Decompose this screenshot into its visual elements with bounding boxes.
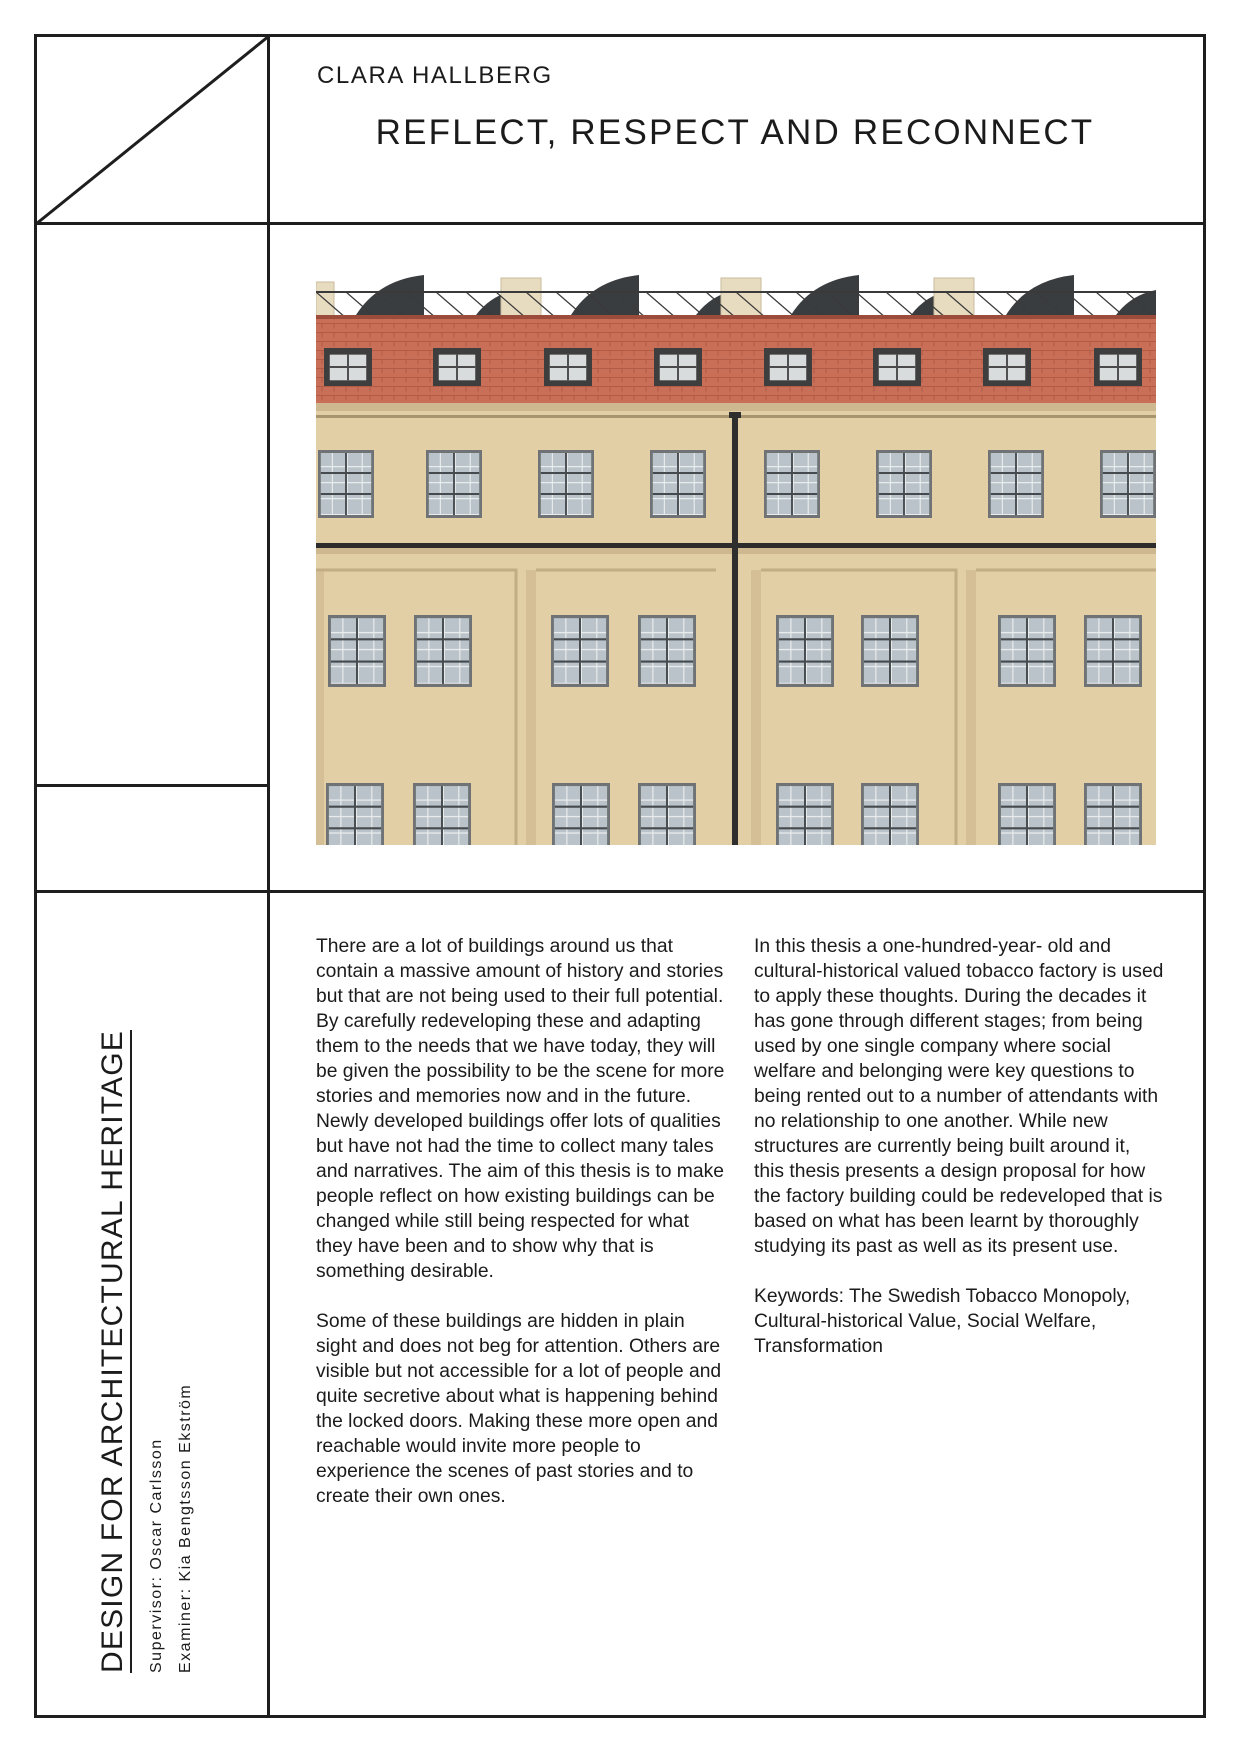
abstract-paragraph: Some of these buildings are hidden in plain sight and does not beg for attention. Others are visible but not accessible for a lot of people and quite secretive about what is happening behind the locked doors. Making these more open and reachable would invite more people to experience the scenes of past stories and to create their own ones. <box>316 1311 722 1507</box>
course-wrapper <box>96 1030 130 1673</box>
sidebar-divider <box>34 784 269 787</box>
supervisor-name: Supervisor: Oscar Carlsson <box>148 1438 165 1673</box>
keywords: Keywords: The Swedish Tobacco Monopoly, Cultural-historical Value, Social Welfare, Transformation <box>754 1286 1131 1357</box>
column-divider <box>267 34 270 1718</box>
supervisor-wrapper <box>148 1438 166 1673</box>
thesis-title: REFLECT, RESPECT AND RECONNECT <box>375 113 1095 152</box>
abstract-right-column <box>754 934 1164 1384</box>
course-title: DESIGN FOR ARCHITECTURAL HERITAGE <box>96 1030 132 1673</box>
factory-facade-photo <box>316 270 1156 845</box>
abstract-paragraph: There are a lot of buildings around us that contain a massive amount of history and stories but that are not being used to their full potential. By carefully redeveloping these and adapting them to the needs that we have today, they will be given the possibility to be the scene for more stories and memories now and in the future. Newly developed buildings offer lots of qualities but have not had the time to collect many tales and narratives. The aim of this thesis is to make people reflect on how existing buildings can be changed while still being respected for what they have been and to show why that is something desirable. <box>316 936 725 1282</box>
abstract-left-column <box>316 934 726 1534</box>
corner-diagonal <box>36 36 270 224</box>
image-section-divider <box>34 890 1206 893</box>
author-name: CLARA HALLBERG <box>317 62 553 89</box>
examiner-wrapper <box>177 1384 195 1673</box>
abstract-paragraph: In this thesis a one-hundred-year- old and cultural-historical valued tobacco factory is used to apply these thoughts. During the decades it has gone through different stages; from being used by one single company where social welfare and belonging were key questions to being rented out to a number of attendants with no relationship to one another. While new structures are currently being built around it, this thesis presents a design proposal for how the factory building could be redeveloped that is based on what has been learnt by thoroughly studying its past as well as its present use. <box>754 936 1164 1257</box>
examiner-name: Examiner: Kia Bengtsson Ekström <box>177 1383 194 1673</box>
